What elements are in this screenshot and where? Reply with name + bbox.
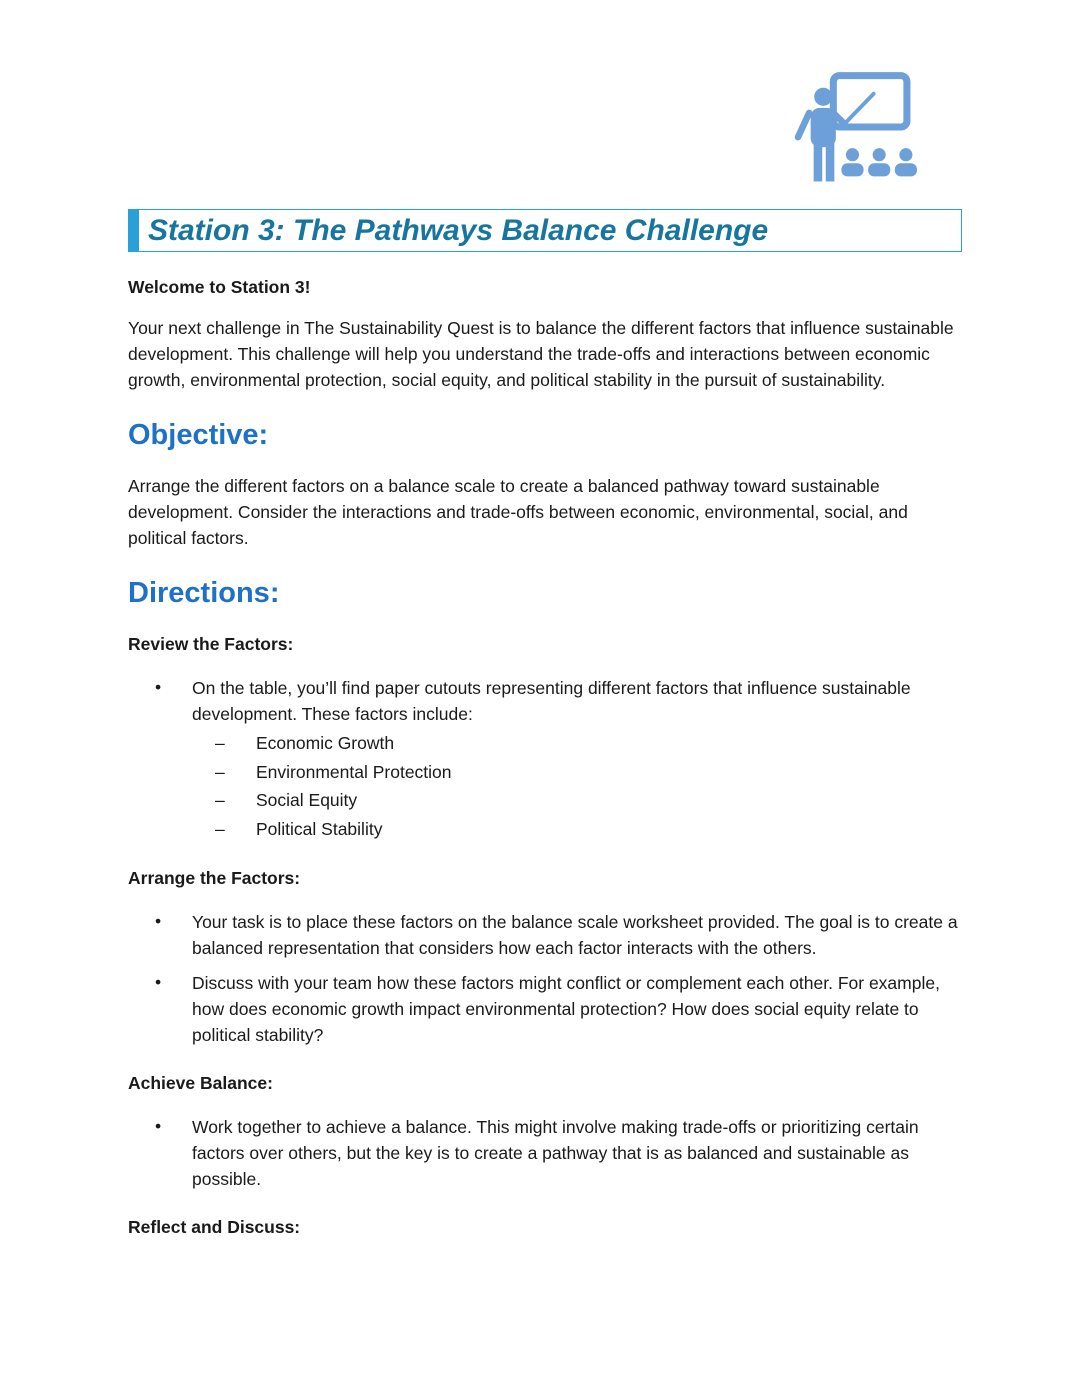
objective-paragraph: Arrange the different factors on a balance scale to create a balanced pathway toward sustainable development. Consider the interactions and trade-offs between economic, environmental, social, and political factors. [128, 476, 908, 548]
review-factors-list [128, 675, 962, 843]
achieve-balance-label: Achieve Balance: [128, 1073, 273, 1093]
arrange-factors-list [128, 909, 962, 1048]
title-banner [128, 209, 962, 252]
presenter-with-audience-icon [792, 62, 918, 189]
bullet-item [128, 675, 962, 843]
dash-item: – Economic Growth [192, 729, 962, 758]
objective-heading: Objective: [128, 419, 269, 451]
bullet-text: On the table, you’ll find paper cutouts representing different factors that influence sustainable development. These factors include: [192, 678, 911, 724]
achieve-balance-list [128, 1114, 962, 1192]
factor-sub-list [192, 729, 962, 843]
directions-heading: Directions: [128, 577, 280, 609]
arrange-factors-label: Arrange the Factors: [128, 868, 301, 888]
bullet-item: • Discuss with your team how these factors might conflict or complement each other. For example, how does economic growth impact environmental protection? How does social equity relate to political stability? [128, 970, 962, 1048]
bullet-item: • Work together to achieve a balance. This might involve making trade-offs or prioritizing certain factors over others, but the key is to create a pathway that is as balanced and sustainable as possible. [128, 1114, 962, 1192]
dash-item: – Social Equity [192, 786, 962, 815]
welcome-heading: Welcome to Station 3! [128, 277, 311, 297]
document-content [128, 209, 962, 1258]
dash-item: – Environmental Protection [192, 758, 962, 787]
review-factors-label: Review the Factors: [128, 634, 294, 654]
intro-paragraph: Your next challenge in The Sustainability Quest is to balance the different factors that influence sustainable development. This challenge will help you understand the trade-offs and interactions between economic growth, environmental protection, social equity, and political stability in the pursuit of sustainability. [128, 318, 954, 390]
reflect-discuss-label: Reflect and Discuss: [128, 1217, 301, 1237]
page-title: Station 3: The Pathways Balance Challenge [148, 213, 769, 247]
dash-item: – Political Stability [192, 815, 962, 844]
bullet-item: • Your task is to place these factors on the balance scale worksheet provided. The goal is to create a balanced representation that considers how each factor interacts with the others. [128, 909, 962, 961]
